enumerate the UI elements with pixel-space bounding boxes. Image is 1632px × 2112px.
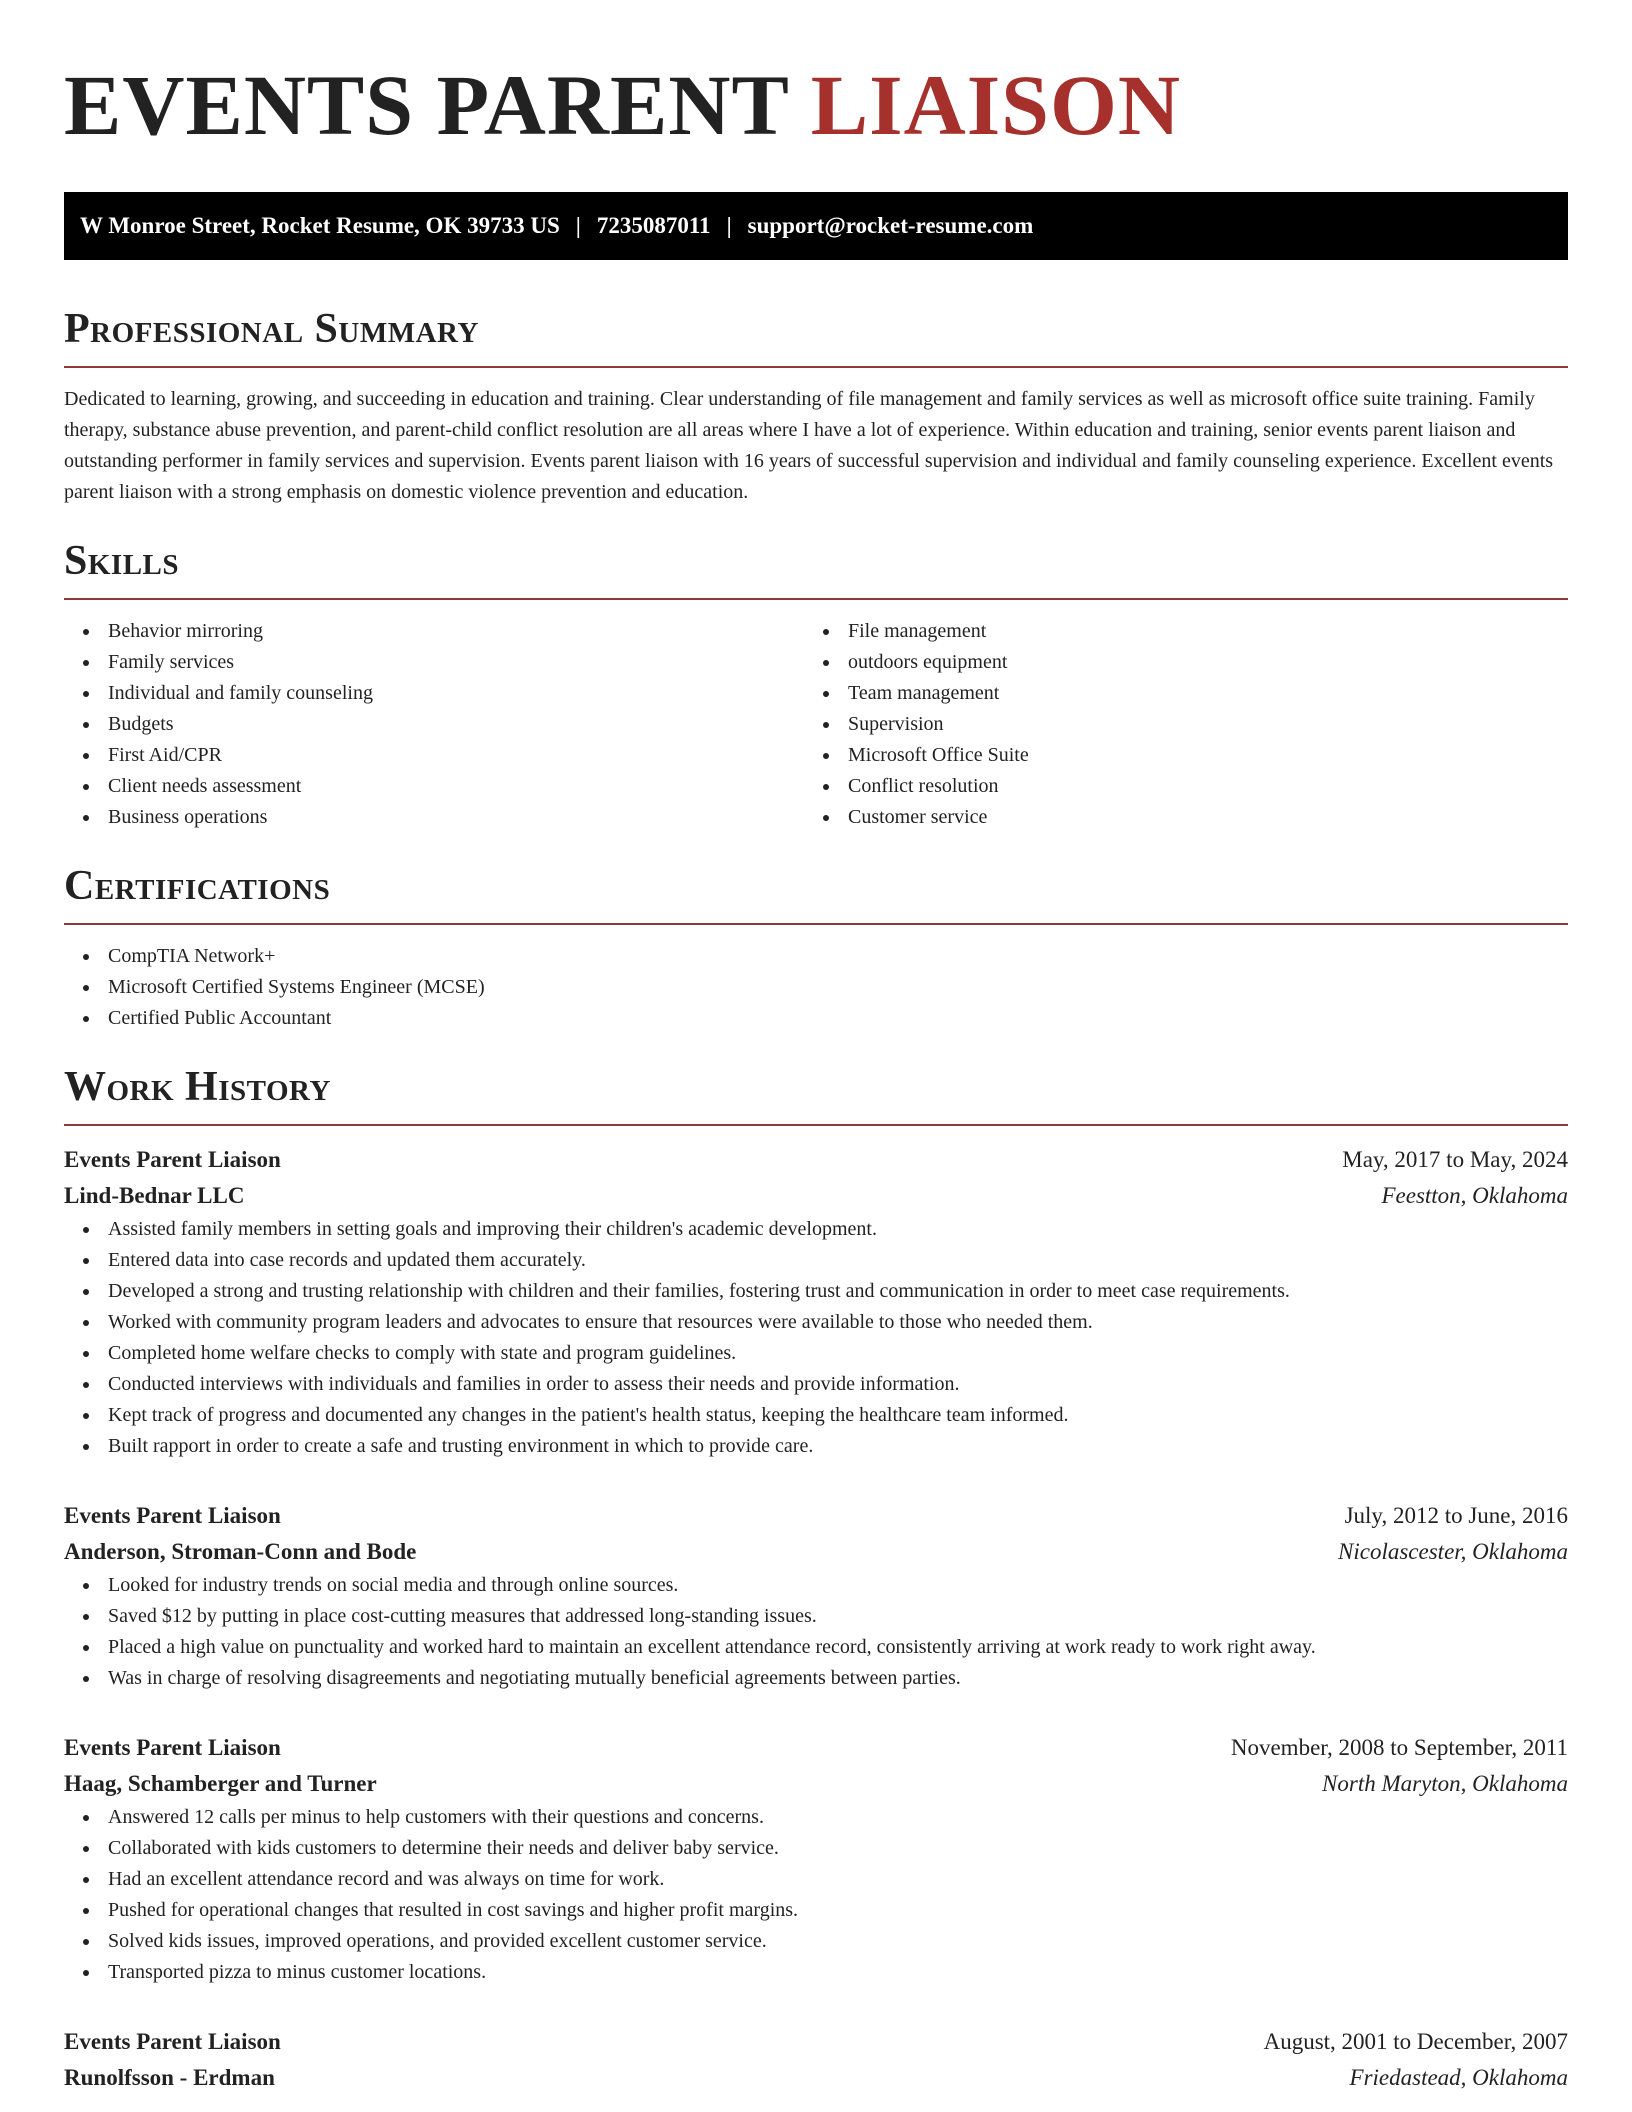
section-divider — [64, 598, 1568, 600]
job-bullet: Collaborated with kids customers to determine their needs and deliver baby service. — [64, 1833, 1568, 1864]
skill-item: Client needs assessment — [64, 771, 804, 802]
name-first: EVENTS PARENT — [64, 57, 789, 153]
skill-item: Family services — [64, 647, 804, 678]
job-bullet: Transported pizza to minus customer locations. — [64, 1957, 1568, 1988]
jobs-list — [64, 1142, 1568, 2096]
section-divider — [64, 1124, 1568, 1126]
certifications-section — [64, 865, 1568, 1034]
skill-item: Business operations — [64, 802, 804, 833]
job-bullets — [64, 1570, 1568, 1694]
job-bullet: Completed home welfare checks to comply with state and program guidelines. — [64, 1338, 1568, 1369]
skill-item: Customer service — [804, 802, 1544, 833]
contact-bar — [64, 192, 1568, 260]
job-bullet: Pushed for operational changes that resulted in cost savings and higher profit margins. — [64, 1895, 1568, 1926]
job-title: Events Parent Liaison — [64, 1503, 281, 1528]
skill-item: Conflict resolution — [804, 771, 1544, 802]
job-bullet: Was in charge of resolving disagreements and negotiating mutually beneficial agreements between parties. — [64, 1663, 1568, 1694]
job-bullet: Kept track of progress and documented any changes in the patient's health status, keeping the healthcare team informed. — [64, 1400, 1568, 1431]
skills-section — [64, 540, 1568, 833]
job-bullets — [64, 1214, 1568, 1462]
job-location: Feestton, Oklahoma — [1381, 1183, 1568, 1208]
job-bullet: Developed a strong and trusting relationship with children and their families, fostering trust and communication in order to meet case requirements. — [64, 1276, 1568, 1307]
job-bullet: Solved kids issues, improved operations, and provided excellent customer service. — [64, 1926, 1568, 1957]
job-dates: November, 2008 to September, 2011 — [1230, 1735, 1568, 1760]
job-company-row — [64, 1178, 1568, 1214]
job-bullet: Worked with community program leaders and advocates to ensure that resources were available to those who needed them. — [64, 1307, 1568, 1338]
job-title: Events Parent Liaison — [64, 1147, 281, 1172]
skill-item: Microsoft Office Suite — [804, 740, 1544, 771]
name-last: LIAISON — [810, 57, 1181, 153]
skill-item: outdoors equipment — [804, 647, 1544, 678]
job-entry — [64, 1730, 1568, 1988]
skills-grid — [64, 616, 1568, 833]
job-company-row — [64, 2060, 1568, 2096]
skills-column-left — [64, 616, 804, 833]
job-header-row — [64, 1730, 1568, 1766]
job-dates: July, 2012 to June, 2016 — [1344, 1503, 1568, 1528]
job-company: Haag, Schamberger and Turner — [64, 1771, 377, 1796]
skill-item: First Aid/CPR — [64, 740, 804, 771]
job-company: Lind-Bednar LLC — [64, 1183, 245, 1208]
skill-item: Team management — [804, 678, 1544, 709]
job-location: Friedastead, Oklahoma — [1349, 2065, 1568, 2090]
job-bullet: Saved $12 by putting in place cost-cutting measures that addressed long-standing issues. — [64, 1601, 1568, 1632]
work-history-section — [64, 1066, 1568, 2096]
contact-phone: 7235087011 — [596, 213, 711, 238]
job-company-row — [64, 1534, 1568, 1570]
contact-email: support@rocket-resume.com — [747, 213, 1034, 238]
job-entry — [64, 2024, 1568, 2096]
contact-address: W Monroe Street, Rocket Resume, OK 39733 US — [80, 213, 560, 238]
summary-section — [64, 308, 1568, 508]
job-bullet: Looked for industry trends on social media and through online sources. — [64, 1570, 1568, 1601]
job-bullet: Placed a high value on punctuality and worked hard to maintain an excellent attendance record, consistently arriving at work ready to work right away. — [64, 1632, 1568, 1663]
contact-separator: | — [726, 213, 732, 238]
job-bullets — [64, 1802, 1568, 1988]
section-title-summary: Professional Summary — [64, 306, 479, 352]
skill-item: Budgets — [64, 709, 804, 740]
job-dates: August, 2001 to December, 2007 — [1263, 2029, 1568, 2054]
skills-column-right — [804, 616, 1544, 833]
job-company: Anderson, Stroman-Conn and Bode — [64, 1539, 417, 1564]
certification-item: Certified Public Accountant — [64, 1003, 1568, 1034]
section-divider — [64, 366, 1568, 368]
job-bullet: Entered data into case records and updated them accurately. — [64, 1245, 1568, 1276]
job-company-row — [64, 1766, 1568, 1802]
job-header-row — [64, 1498, 1568, 1534]
certification-item: CompTIA Network+ — [64, 941, 1568, 972]
job-entry — [64, 1142, 1568, 1462]
job-dates: May, 2017 to May, 2024 — [1342, 1147, 1568, 1172]
job-bullet: Assisted family members in setting goals and improving their children's academic development. — [64, 1214, 1568, 1245]
certification-item: Microsoft Certified Systems Engineer (MCSE) — [64, 972, 1568, 1003]
job-bullet: Had an excellent attendance record and was always on time for work. — [64, 1864, 1568, 1895]
certifications-list — [64, 941, 1568, 1034]
resume-name — [64, 57, 1568, 153]
job-entry — [64, 1498, 1568, 1694]
section-divider — [64, 923, 1568, 925]
job-title: Events Parent Liaison — [64, 1735, 281, 1760]
job-company: Runolfsson - Erdman — [64, 2065, 275, 2090]
section-title-skills: Skills — [64, 538, 180, 584]
job-header-row — [64, 2024, 1568, 2060]
summary-text: Dedicated to learning, growing, and succeeding in education and training. Clear understanding of file management and family services as well as microsoft office suite training. Family therapy, substance abuse prevention, and parent-child conflict resolution are all areas where I have a lot of experience. Within education and training, senior events parent liaison and outstanding performer in family services and supervision. Events parent liaison with 16 years of successful supervision and individual and family counseling experience. Excellent events parent liaison with a strong emphasis on domestic violence prevention and education. — [64, 388, 1554, 503]
skill-item: Individual and family counseling — [64, 678, 804, 709]
contact-separator: | — [575, 213, 581, 238]
job-bullet: Conducted interviews with individuals and families in order to assess their needs and provide information. — [64, 1369, 1568, 1400]
job-location: North Maryton, Oklahoma — [1322, 1771, 1568, 1796]
section-title-certifications: Certifications — [64, 863, 331, 909]
skill-item: Behavior mirroring — [64, 616, 804, 647]
job-bullet: Built rapport in order to create a safe and trusting environment in which to provide care. — [64, 1431, 1568, 1462]
skill-item: Supervision — [804, 709, 1544, 740]
section-title-work-history: Work History — [64, 1064, 331, 1110]
job-header-row — [64, 1142, 1568, 1178]
job-title: Events Parent Liaison — [64, 2029, 281, 2054]
job-bullet: Answered 12 calls per minus to help customers with their questions and concerns. — [64, 1802, 1568, 1833]
skill-item: File management — [804, 616, 1544, 647]
job-location: Nicolascester, Oklahoma — [1338, 1539, 1568, 1564]
